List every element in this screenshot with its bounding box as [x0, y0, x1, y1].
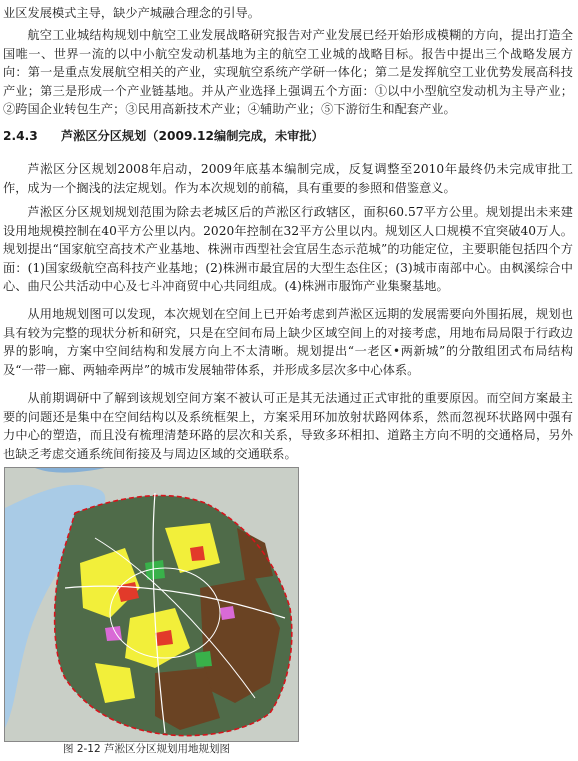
paragraph-plan-issues: 从前期调研中了解到该规划空间方案不被认可正是其无法通过正式审批的重要原因。而空间方案最主要的问题还是集中在空间结构以及系统框架上，方案采用环加放射状路网体系，然而忽视环状路网中强有力中心的塑造，而且没有梳理清楚环路的层次和关系，导致多环相扣、道路主方向不明的交通格局，另外也缺乏考虑交通系统间衔接及与周边区域的交通联系。 [3, 391, 573, 461]
section-title: 芦淞区分区规划（2009.12编制完成，未审批） [61, 129, 324, 143]
figure-caption: 图 2-12 芦淞区分区规划用地规划图 [63, 743, 231, 755]
paragraph-plan-history: 芦淞区分区规划2008年启动，2009年底基本编制完成，反复调整至2010年最终仍未完成审批工作，成为一个搁浅的法定规划。作为本次规划的前稿，具有重要的参照和借鉴意义。 [3, 162, 573, 195]
section-number: 2.4.3 [3, 129, 38, 143]
land-use-map [5, 468, 298, 741]
paragraph-plan-analysis: 从用地规划图可以发现，本次规划在空间上已开始考虑到芦淞区远期的发展需要向外围拓展，规划也具有较为完整的现状分析和研究，只是在空间布局上缺少区域空间上的对接考虑，用地布局局限于行政边界的影响，方案中空间结构和发展方向上不太清晰。规划提出“一老区•两新城”的分散组团式布局结构及“一带一廊、两轴牵两岸”的城市发展轴带体系，并形成多层次多中心体系。 [3, 307, 573, 377]
paragraph-intro-tail: 业区发展模式主导，缺少产城融合理念的引导。 [3, 6, 260, 20]
education-site-2 [220, 606, 235, 620]
land-use-map-figure [4, 467, 299, 742]
section-heading [3, 127, 573, 145]
paragraph-aviation-strategy: 航空工业城结构规划中航空工业发展战略研究报告对产业发展已经开始形成模糊的方向，提出打造全国唯一、世界一流的以中小航空发动机基地为主的航空工业城的战略目标。报告中提出三个战略发展方向：第一是重点发展航空相关的产业，实现航空系统产学研一体化；第二是发挥航空工业优势发展高科技产业；第三是形成一个产业链基地。并从产业选择上强调五个方面：①以中小型航空发动机为主导产业；②跨国企业转包生产；③民用高新技术产业；④辅助产业；⑤下游衍生和配套产业。 [3, 28, 573, 117]
park-site-2 [195, 651, 212, 667]
paragraph-plan-scope: 芦淞区分区规划规划范围为除去老城区后的芦淞区行政辖区，面积60.57平方公里。规划提出未来建设用地规模控制在40平方公里以内。2020年控制在32平方公里以内。规划区人口规模不宜突破40万人。规划提出“国家航空高技术产业基地、株洲市西型社会宜居生态示范城”的功能定位，主要职能包括四个方面：(1)国家级航空高科技产业基地；(2)株洲市最宜居的大型生态住区；(3)城市南部中心。由枫溪综合中心、曲尺公共活动中心及七斗冲商贸中心共同组成。(4)株洲市服饰产业集聚基地。 [3, 205, 573, 294]
commercial-center-3 [190, 546, 205, 561]
